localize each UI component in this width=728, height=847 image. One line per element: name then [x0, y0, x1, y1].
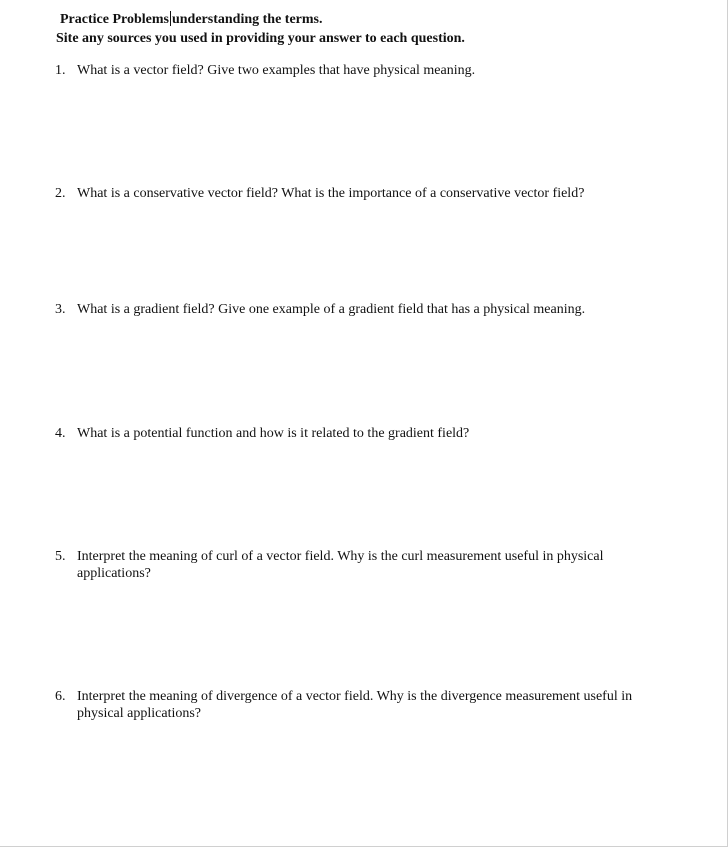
document-instructions: Site any sources you used in providing your answer to each question. [56, 31, 465, 46]
document-title [60, 11, 323, 28]
question-text: Interpret the meaning of curl of a vector field. Why is the curl measurement useful in physical applications? [77, 549, 604, 581]
question-text: What is a conservative vector field? What is the importance of a conservative vector field? [77, 186, 585, 201]
question-text: What is a vector field? Give two examples that have physical meaning. [77, 63, 476, 78]
question-text: Interpret the meaning of divergence of a vector field. Why is the divergence measurement useful in physical applications? [77, 689, 633, 721]
question-number: 2. [55, 186, 66, 201]
question-item [55, 548, 665, 582]
question-number: 3. [55, 302, 66, 317]
text-cursor [170, 11, 171, 26]
question-item [55, 425, 665, 442]
question-number: 4. [55, 426, 66, 441]
question-item [55, 185, 665, 202]
question-item [55, 62, 665, 79]
question-text: What is a potential function and how is it related to the gradient field? [77, 426, 470, 441]
question-item [55, 688, 665, 722]
question-number: 6. [55, 689, 66, 704]
title-part-2: understanding the terms. [171, 12, 323, 27]
question-text: What is a gradient field? Give one example of a gradient field that has a physical meaning. [77, 302, 586, 317]
question-number: 5. [55, 549, 66, 564]
question-item [55, 301, 665, 318]
question-number: 1. [55, 63, 66, 78]
title-part-1: Practice Problems [60, 12, 169, 27]
